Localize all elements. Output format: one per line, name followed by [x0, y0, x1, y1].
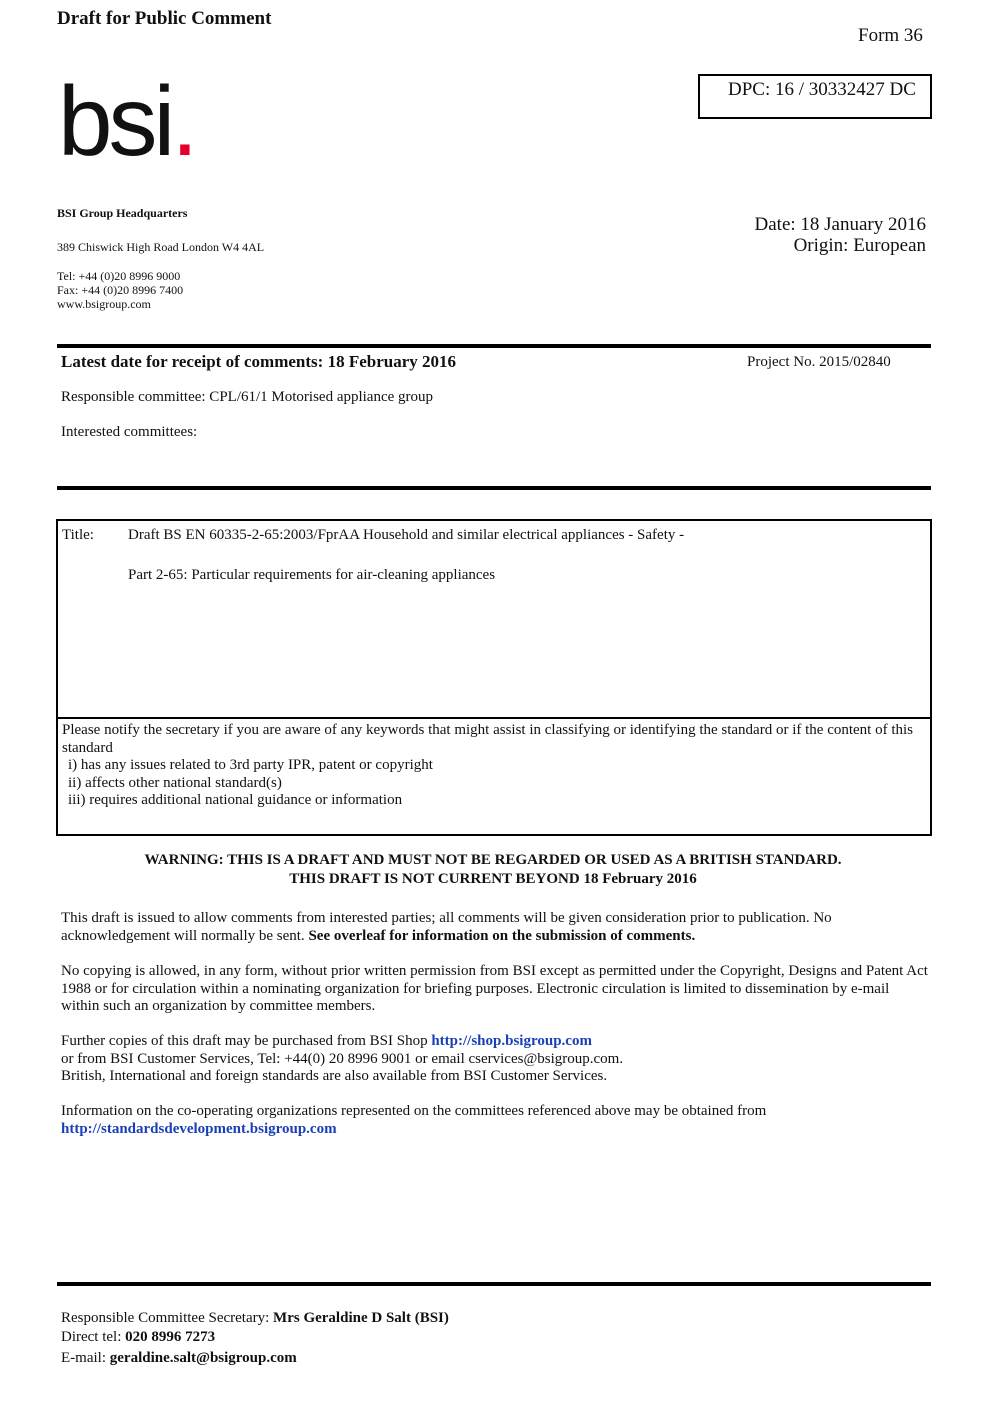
draft-label: Draft for Public Comment: [57, 8, 272, 29]
paragraph-draft-issue-text: This draft is issued to allow comments from interested parties; all comments will be given consideration prior to publication. No acknowledgement will normally be sent.: [61, 910, 832, 944]
title-label: Title:: [62, 527, 94, 543]
interested-committees: Interested committees:: [61, 424, 198, 440]
title-line-1: Draft BS EN 60335-2-65:2003/FprAA Household and similar electrical appliances - Safety -: [128, 527, 685, 543]
warning-line-1: WARNING: THIS IS A DRAFT AND MUST NOT BE REGARDED OR USED AS A BRITISH STANDARD.: [144, 852, 842, 868]
secretary-line: [61, 1310, 449, 1327]
customer-services-line: or from BSI Customer Services, Tel: +44(0) 20 8996 9001 or email cservices@bsigroup.com.: [61, 1050, 624, 1067]
divider-middle: [57, 486, 931, 490]
latest-comment-date: Latest date for receipt of comments: 18 February 2016: [61, 352, 456, 371]
paragraph-draft-issue: [61, 910, 931, 945]
further-copies-text: Further copies of this draft may be purchased from BSI Shop: [61, 1033, 432, 1049]
org-web: www.bsigroup.com: [57, 297, 151, 311]
paragraph-copying: No copying is allowed, in any form, without prior written permission from BSI except as permitted under the Copyright, Designs and Patent Act 1988 or for circulation within a nominating organization for briefing purposes. Electronic circulation is limited to dissemination by e-mail within such an organization by committee members.: [61, 963, 928, 1014]
org-street: 389 Chiswick High Road London W4 4AL: [57, 240, 265, 254]
warning-line-2: THIS DRAFT IS NOT CURRENT BEYOND 18 February 2016: [289, 871, 697, 887]
standards-availability-line: British, International and foreign standards are also available from BSI Customer Services.: [61, 1068, 608, 1084]
org-name: BSI Group Headquarters: [57, 206, 188, 220]
doc-date: Date: 18 January 2016: [754, 214, 926, 235]
secretary-tel-line: [61, 1329, 215, 1346]
notify-item-3: iii) requires additional national guidance or information: [68, 792, 403, 808]
paragraph-cooperating-orgs: [61, 1103, 931, 1138]
secretary-email-line: [61, 1350, 297, 1367]
doc-origin: Origin: European: [793, 235, 926, 256]
title-notify-box: [56, 519, 932, 836]
responsible-committee: Responsible committee: CPL/61/1 Motorised appliance group: [61, 389, 434, 405]
org-tel: Tel: +44 (0)20 8996 9000: [57, 269, 181, 283]
standards-development-link[interactable]: http://standardsdevelopment.bsigroup.com: [61, 1120, 337, 1137]
paragraph-further-copies: [61, 1033, 931, 1086]
notify-item-2: ii) affects other national standard(s): [68, 774, 282, 791]
secretary-label: Responsible Committee Secretary:: [61, 1310, 274, 1326]
notify-intro: Please notify the secretary if you are aware of any keywords that might assist in classifying or identifying the standard or if the content of this standard: [62, 722, 914, 756]
dpc-ref: DPC: 16 / 30332427 DC: [728, 79, 916, 100]
project-number: Project No. 2015/02840: [747, 354, 891, 370]
secretary-tel: 020 8996 7273: [125, 1329, 216, 1345]
paragraph-draft-issue-bold: See overleaf for information on the submission of comments.: [308, 927, 696, 944]
divider-bottom: [57, 1282, 931, 1286]
bsi-shop-link[interactable]: http://shop.bsigroup.com: [431, 1033, 592, 1049]
secretary-email[interactable]: geraldine.salt@bsigroup.com: [109, 1350, 297, 1366]
logo-text: bsi: [58, 66, 172, 176]
box-divider: [58, 717, 930, 719]
notify-item-1: i) has any issues related to 3rd party IPR, patent or copyright: [68, 757, 433, 773]
divider-top: [57, 344, 931, 348]
cooperating-orgs-text: Information on the co-operating organizations represented on the committees referenced above may be obtained from: [61, 1103, 767, 1119]
org-fax: Fax: +44 (0)20 8996 7400: [57, 283, 184, 297]
secretary-tel-label: Direct tel:: [61, 1329, 126, 1345]
secretary-email-label: E-mail:: [61, 1350, 110, 1366]
title-line-2: Part 2-65: Particular requirements for air-cleaning appliances: [128, 567, 496, 583]
logo-dot: .: [171, 66, 199, 176]
secretary-name: Mrs Geraldine D Salt (BSI): [273, 1310, 449, 1326]
form-number: Form 36: [858, 25, 923, 46]
bsi-logo: [58, 66, 199, 176]
dpc-ref-box: [698, 74, 932, 119]
